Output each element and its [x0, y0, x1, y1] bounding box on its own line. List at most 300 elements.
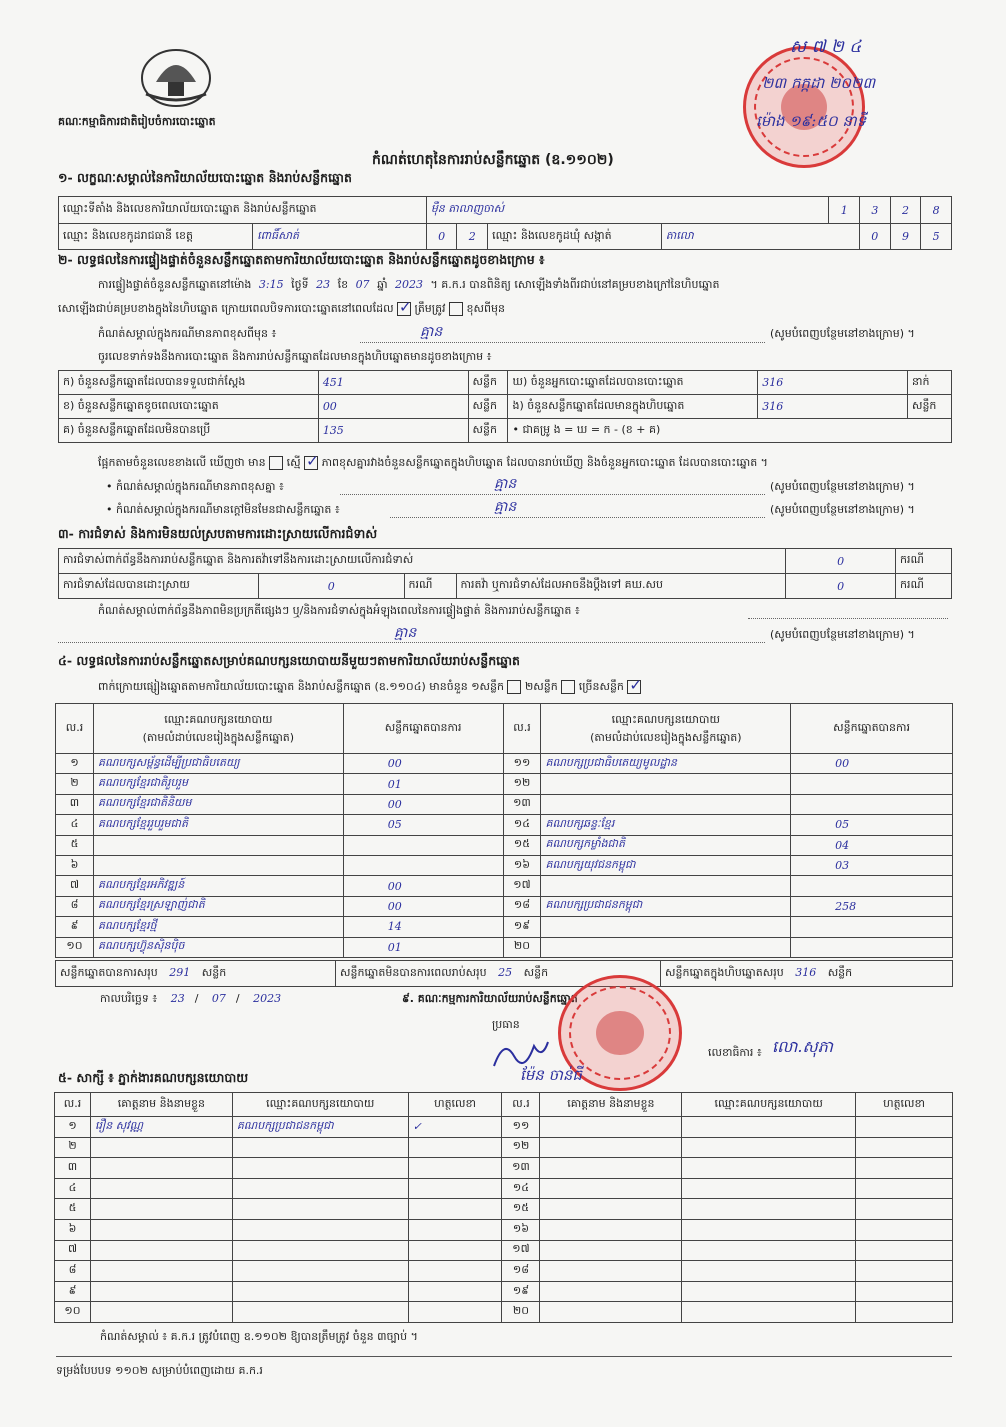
date-line: កាលបរិច្ឆេទ ៖ 23 / 07 / 2023	[100, 992, 291, 1008]
witness-party	[682, 1199, 856, 1220]
party-name: គណបក្សខ្មែរជាតិនិយម	[93, 794, 343, 814]
result-diff-label: ភាពខុសគ្នារវាងចំនួនសន្លឹកឆ្នោតក្នុងហិបឆ្នោត ដែលបានរាប់ឃើញ និងចំនួនអ្នកបោះឆ្នោត ដែលបានបោះឆ្នោត ។	[321, 456, 768, 469]
witness-party	[232, 1199, 408, 1220]
witness-party	[682, 1261, 856, 1282]
stamp-note-2: ២៣ កក្កដា ២០២៣	[762, 74, 876, 92]
verify-day: 23	[316, 278, 331, 291]
witness-no: ១៤	[502, 1178, 540, 1199]
witness-signature	[408, 1302, 502, 1323]
party-name: គណបក្សសម្ព័ន្ធដើម្បីប្រជាធិបតេយ្យ	[93, 754, 343, 774]
form-title: កំណត់ហេតុនៃការរាប់សន្លឹកឆ្នោត (ឧ.១១០២)	[372, 152, 614, 168]
witness-name	[540, 1281, 682, 1302]
witness-name	[90, 1199, 232, 1220]
party-no: ១២	[503, 774, 541, 794]
party-name	[93, 835, 343, 855]
note1-label: កំណត់សម្គាល់ក្នុងករណីមានភាពខុសពីមុន ៖	[98, 327, 277, 340]
tally-many-checkbox[interactable]	[627, 680, 641, 694]
witness-no: ១៧	[502, 1240, 540, 1261]
appeal-unit: ករណី	[896, 574, 952, 599]
party-votes	[791, 774, 953, 794]
section3-note-rule	[748, 618, 948, 619]
stamp-note-3: ម៉ោង ១៩:៥០ នាទី	[756, 112, 867, 130]
witness-signature	[408, 1158, 502, 1179]
count-label: ង) ចំនួនសន្លឹកឆ្នោតដែលមានក្នុងហិបឆ្នោត	[508, 395, 758, 419]
witness-row	[55, 1219, 953, 1240]
witness-party	[682, 1302, 856, 1323]
count-row	[59, 371, 952, 395]
footnote: កំណត់សម្គាល់ ៖ គ.ក.រ ត្រូវបំពេញ ឧ.១១០២ ឱ្យបានត្រឹមត្រូវ ចំនួន ៣ច្បាប់ ។	[100, 1330, 418, 1343]
seal-ok-checkbox[interactable]	[397, 302, 411, 316]
seal-line	[58, 302, 505, 318]
witness-row	[55, 1281, 953, 1302]
party-votes	[791, 876, 953, 896]
resolved-value: 0	[258, 574, 404, 599]
col-no: ល.រ	[56, 704, 94, 754]
witness-signature	[408, 1219, 502, 1240]
witness-name	[540, 1137, 682, 1158]
tally-2-label: ២សន្លឹក	[524, 680, 558, 693]
seal-text: សោឡើងជាប់គម្របខាងក្នុងនៃហិបឆ្នោត ក្រោយពេលបិទការបោះឆ្នោតនៅពេលដែល	[58, 302, 394, 315]
party-no: ១៨	[503, 896, 541, 916]
witness-name	[90, 1219, 232, 1240]
party-no: ១៦	[503, 855, 541, 875]
witness-name	[540, 1199, 682, 1220]
witness-row	[55, 1302, 953, 1323]
count-value: 451	[318, 371, 468, 395]
witness-no: ៨	[55, 1261, 91, 1282]
witness-name	[90, 1261, 232, 1282]
commune-code: 5	[921, 224, 952, 250]
result-diff-checkbox[interactable]	[304, 456, 318, 470]
witness-no: ១	[55, 1117, 91, 1138]
party-name: គណបក្សឆន្ទៈខ្មែរ	[541, 815, 791, 835]
witness-no: ៩	[55, 1281, 91, 1302]
count-unit: សន្លឹក	[468, 395, 508, 419]
verify-line	[98, 278, 719, 294]
party-votes: 258	[791, 896, 953, 916]
party-votes: 01	[343, 937, 503, 957]
party-votes	[791, 917, 953, 937]
col-no: ល.រ	[503, 704, 541, 754]
appeal-label: ការតវ៉ា ឬការជំទាស់ដែលអាចនឹងប្តឹងទៅ គឃ.សប	[456, 574, 786, 599]
org-line: គណៈកម្មាធិការជាតិរៀបចំការបោះឆ្នោត	[58, 115, 216, 128]
witness-party	[232, 1240, 408, 1261]
col-party	[93, 704, 343, 754]
witness-row	[55, 1199, 953, 1220]
party-name	[93, 855, 343, 875]
count-unit: សន្លឹក	[468, 371, 508, 395]
counts-intro: ចូរលេខទាក់ទងនឹងការបោះឆ្នោត និងការរាប់សន្លឹកឆ្នោតដែលមានក្នុងហិបឆ្នោតមានដូចខាងក្រោម ៖	[98, 350, 492, 363]
witness-signature	[856, 1219, 953, 1240]
date-year: 2023	[253, 992, 282, 1005]
witness-name	[90, 1137, 232, 1158]
party-name: គណបក្សប្រជាធិបតេយ្យមូលដ្ឋាន	[541, 754, 791, 774]
verify-year: 2023	[395, 278, 424, 291]
tally-sheet-line	[98, 680, 641, 696]
count-row	[59, 419, 952, 443]
witness-signature	[856, 1178, 953, 1199]
location-label: ឈ្មោះទីតាំង និងលេខការិយាល័យបោះឆ្នោត និងរាប់សន្លឹកឆ្នោត	[59, 197, 427, 224]
objection-unit: ករណី	[896, 549, 952, 574]
witness-row	[55, 1178, 953, 1199]
section5-heading: ៥- សាក្សី ៖ ភ្នាក់ងារគណបក្សនយោបាយ	[58, 1070, 249, 1085]
location-value: ម៉ឺន តាលាញចាស់	[426, 197, 829, 224]
witness-table	[54, 1092, 953, 1323]
witness-party	[682, 1281, 856, 1302]
bullet2-rule	[390, 517, 765, 518]
party-name: គណបក្សប្រជាជនកម្ពុជា	[541, 896, 791, 916]
verify-month-label: ខែ	[337, 278, 349, 291]
witness-signature	[856, 1158, 953, 1179]
total-valid-unit: សន្លឹក	[201, 965, 227, 979]
secretary-name: លោ.សុភា	[772, 1037, 833, 1056]
verify-suffix: ។ គ.ក.រ បានពិនិត្យ សោឡើងទាំងពីរជាប់នៅគម្របខាងក្រៅនៃហិបឆ្នោត	[430, 278, 720, 291]
party-votes: 00	[791, 754, 953, 774]
official-stamp-top	[743, 46, 865, 168]
party-no: ២០	[503, 937, 541, 957]
count-unit: សន្លឹក	[468, 419, 508, 443]
witness-no: ១៨	[502, 1261, 540, 1282]
total-valid-value: 291	[169, 965, 191, 979]
party-name	[541, 917, 791, 937]
party-votes: 05	[791, 815, 953, 835]
party-row	[56, 815, 953, 835]
appeal-value: 0	[786, 574, 896, 599]
location-digit: 1	[829, 197, 860, 224]
witness-party	[232, 1302, 408, 1323]
chief-name: ម៉ែន ចាន់ធី	[520, 1066, 582, 1084]
witness-signature	[408, 1199, 502, 1220]
province-label: ឈ្មោះ និងលេខកូដរាជធានី ខេត្ត	[59, 224, 253, 250]
col-votes: សន្លឹកឆ្នោតបានការ	[791, 704, 953, 754]
witness-rows	[55, 1117, 953, 1323]
party-no: ១៣	[503, 794, 541, 814]
party-no: ២	[56, 774, 94, 794]
count-label: ឃ) ចំនួនអ្នកបោះឆ្នោតដែលបានបោះឆ្នោត	[508, 371, 758, 395]
count-label: ក) ចំនួនសន្លឹកឆ្នោតដែលបានទទួលជាក់ស្តែង	[59, 371, 319, 395]
total-valid-label: សន្លឹកឆ្នោតបានការសរុប	[60, 965, 158, 979]
party-name	[541, 937, 791, 957]
party-no: ១៤	[503, 815, 541, 835]
witness-name	[540, 1302, 682, 1323]
nec-emblem-icon	[138, 42, 214, 108]
party-name: គណបក្សខ្មែរថ្មី	[93, 917, 343, 937]
witness-name: រឿន សុវណ្ណ	[90, 1117, 232, 1138]
total-invalid-unit: សន្លឹក	[523, 965, 549, 979]
section3-note-label: កំណត់សម្គាល់ពាក់ព័ន្ធនឹងភាពមិនប្រក្រតីផ្សេងៗ ឬ/និងការជំទាស់ក្នុងអំឡុងពេលនៃការផ្ទៀងផ្ទាត់ និងការរាប់សន្លឹកឆ្នោត ៖	[98, 604, 580, 617]
witness-row	[55, 1158, 953, 1179]
result-text: ផ្អែកតាមចំនួនលេខខាងលើ ឃើញថា មាន	[98, 456, 266, 469]
totals-table	[55, 960, 953, 987]
verify-day-label: ថ្ងៃទី	[291, 278, 309, 291]
party-row	[56, 774, 953, 794]
witness-signature	[856, 1240, 953, 1261]
bullet1-value: គ្មាន	[494, 476, 517, 492]
witness-name	[90, 1158, 232, 1179]
count-unit: សន្លឹក	[907, 395, 951, 419]
witness-name	[90, 1240, 232, 1261]
formula-label: • ជាគម្រូ ង = ឃ = ក - (ខ + គ)	[508, 419, 952, 443]
witness-row	[55, 1240, 953, 1261]
party-no: ១៥	[503, 835, 541, 855]
party-row	[56, 937, 953, 957]
party-votes: 05	[343, 815, 503, 835]
witness-name	[540, 1240, 682, 1261]
witness-signature	[856, 1302, 953, 1323]
note1-value: គ្មាន	[420, 324, 443, 340]
witness-no: ២	[55, 1137, 91, 1158]
party-row	[56, 754, 953, 774]
section3-heading: ៣- ការជំទាស់ និងការមិនយល់ស្របតាមការដោះស្រាយលើការជំទាស់	[58, 526, 378, 541]
witness-signature	[408, 1240, 502, 1261]
footer-divider	[56, 1356, 952, 1357]
witness-no: ២០	[502, 1302, 540, 1323]
province-code: 0	[426, 224, 457, 250]
province-table	[58, 223, 952, 250]
party-name: គណបក្សខ្មែរជាតិរួបរួម	[93, 774, 343, 794]
location-digit: 3	[860, 197, 891, 224]
party-votes: 14	[343, 917, 503, 937]
witness-row	[55, 1261, 953, 1282]
witness-party	[232, 1178, 408, 1199]
w-col-sig: ហត្ថលេខា	[856, 1093, 953, 1117]
verify-time: 3:15	[258, 278, 284, 291]
w-col-party: ឈ្មោះគណបក្សនយោបាយ	[232, 1093, 408, 1117]
note1-hint: (សូមបំពេញបន្ថែមនៅខាងក្រោម) ។	[770, 327, 915, 340]
count-value: 00	[318, 395, 468, 419]
w-col-no: ល.រ	[55, 1093, 91, 1117]
total-box-value: 316	[795, 965, 817, 979]
province-value: ពោធិ៍សាត់	[253, 224, 427, 250]
col-party-title: ឈ្មោះគណបក្សនយោបាយ	[164, 712, 273, 726]
count-row	[59, 395, 952, 419]
party-name: គណបក្សខ្មែររួបរួមជាតិ	[93, 815, 343, 835]
party-name: គណបក្សកម្លាំងជាតិ	[541, 835, 791, 855]
location-digit: 2	[890, 197, 921, 224]
objection-value: 0	[786, 549, 896, 574]
party-no: ៤	[56, 815, 94, 835]
party-name: គណបក្សហ៊្វុនស៊ិនប៉ិច	[93, 937, 343, 957]
date-month: 07	[211, 992, 226, 1005]
tally-1-checkbox[interactable]	[507, 680, 521, 694]
party-no: ១៧	[503, 876, 541, 896]
w-col-party: ឈ្មោះគណបក្សនយោបាយ	[682, 1093, 856, 1117]
witness-signature	[856, 1117, 953, 1138]
party-no: ១៩	[503, 917, 541, 937]
section4-heading: ៤- លទ្ធផលនៃការរាប់សន្លឹកឆ្នោតសម្រាប់គណបក្សនយោបាយនីមួយៗតាមការិយាល័យរាប់សន្លឹកឆ្នោត	[58, 653, 520, 668]
witness-no: ៤	[55, 1178, 91, 1199]
witness-signature	[408, 1137, 502, 1158]
witness-party	[682, 1240, 856, 1261]
commune-value: តាលោ	[661, 224, 859, 250]
total-valid-cell	[56, 961, 336, 987]
bullet1-label: • កំណត់សម្គាល់ក្នុងករណីមានភាពខុសគ្នា ៖	[106, 480, 284, 493]
section2-heading: ២- លទ្ធផលនៃការផ្ទៀងផ្ទាត់ចំនួនសន្លឹកឆ្នោតតាមការិយាល័យបោះឆ្នោត និងរាប់សន្លឹកឆ្នោតដូចខាងក្រោម ៖	[58, 252, 545, 267]
party-name: គណបក្សខ្មែរស្រឡាញ់ជាតិ	[93, 896, 343, 916]
party-votes: 00	[343, 876, 503, 896]
witness-no: ៣	[55, 1158, 91, 1179]
col-party	[541, 704, 791, 754]
witness-name	[90, 1302, 232, 1323]
party-votes	[791, 794, 953, 814]
location-table	[58, 196, 952, 224]
witness-no: ១១	[502, 1117, 540, 1138]
seal-ok-label: ត្រឹមត្រូវ	[414, 302, 446, 315]
verify-time-label: ការផ្ទៀងផ្ទាត់ចំនួនសន្លឹកឆ្នោតនៅម៉ោង	[98, 278, 252, 291]
w-col-name: គោត្តនាម និងនាមខ្លួន	[90, 1093, 232, 1117]
bullet1-hint: (សូមបំពេញបន្ថែមនៅខាងក្រោម) ។	[770, 480, 915, 493]
witness-signature	[408, 1178, 502, 1199]
count-value: 316	[758, 395, 908, 419]
witness-signature	[856, 1281, 953, 1302]
witness-name	[540, 1117, 682, 1138]
tally-sheet-text: ពាក់ក្រោយផ្សៀងឆ្នោតតាមការិយាល័យបោះឆ្នោត និងរាប់សន្លឹកឆ្នោត (ឧ.១១០៤) មានចំនួន ១សន្លឹក	[98, 680, 504, 693]
party-no: ៥	[56, 835, 94, 855]
witness-party	[682, 1158, 856, 1179]
total-box-label: សន្លឹកឆ្នោតក្នុងហិបឆ្នោតសរុប	[665, 965, 784, 979]
section3-note-value: គ្មាន	[394, 625, 417, 641]
party-votes: 03	[791, 855, 953, 875]
witness-row	[55, 1117, 953, 1138]
witness-party	[232, 1281, 408, 1302]
party-votes	[791, 937, 953, 957]
total-invalid-value: 25	[498, 965, 513, 979]
party-row	[56, 896, 953, 916]
witness-party: គណបក្សប្រជាជនកម្ពុជា	[232, 1117, 408, 1138]
total-box-cell	[661, 961, 953, 987]
party-votes: 01	[343, 774, 503, 794]
result-line	[98, 456, 768, 472]
w-col-sig: ហត្ថលេខា	[408, 1093, 502, 1117]
verify-year-label: ឆ្នាំ	[377, 278, 388, 291]
party-votes: 04	[791, 835, 953, 855]
party-no: ១១	[503, 754, 541, 774]
seal-bad-checkbox[interactable]	[449, 302, 463, 316]
date-label: កាលបរិច្ឆេទ ៖	[100, 992, 158, 1005]
witness-party	[232, 1261, 408, 1282]
commission-label: ៩. គណៈកម្មការការិយាល័យរាប់សន្លឹកឆ្នោត	[402, 992, 578, 1005]
total-invalid-label: សន្លឹកឆ្នោតមិនបានការពេលរាប់សរុប	[340, 965, 487, 979]
count-unit: នាក់	[907, 371, 951, 395]
witness-party	[682, 1219, 856, 1240]
party-row	[56, 855, 953, 875]
party-votes	[343, 835, 503, 855]
w-col-no: ល.រ	[502, 1093, 540, 1117]
resolved-label: ការជំទាស់ដែលបានដោះស្រាយ	[59, 574, 259, 599]
tally-many-label: ច្រើនសន្លឹក	[578, 680, 624, 693]
party-no: ៩	[56, 917, 94, 937]
witness-row	[55, 1137, 953, 1158]
witness-signature	[856, 1261, 953, 1282]
footer-text: ទម្រង់បែបបទ ១១០២ សម្រាប់បំពេញដោយ គ.ក.រ	[56, 1364, 263, 1377]
seal-bad-label: ខុសពីមុន	[466, 302, 505, 315]
section1-heading: ១- លក្ខណៈសម្គាល់នៃការិយាល័យបោះឆ្នោត និងរាប់សន្លឹកឆ្នោត	[58, 170, 352, 185]
tally-2-checkbox[interactable]	[561, 680, 575, 694]
party-rows	[56, 754, 953, 958]
party-results-table	[55, 703, 953, 958]
witness-party	[232, 1219, 408, 1240]
secretary-label: លេខាធិការ ៖	[708, 1046, 762, 1059]
witness-party	[682, 1137, 856, 1158]
party-row	[56, 917, 953, 937]
party-no: ១	[56, 754, 94, 774]
witness-no: ១៥	[502, 1199, 540, 1220]
party-votes: 00	[343, 896, 503, 916]
count-value: 316	[758, 371, 908, 395]
witness-signature: ✓	[408, 1117, 502, 1138]
w-col-name: គោត្តនាម និងនាមខ្លួន	[540, 1093, 682, 1117]
party-name: គណបក្សខ្មែរអភិវឌ្ឍន៍	[93, 876, 343, 896]
objection-label: ការជំទាស់ពាក់ព័ន្ធនឹងការរាប់សន្លឹកឆ្នោត និងការតវ៉ាទៅនឹងការដោះស្រាយលើការជំទាស់	[59, 549, 786, 574]
party-no: ៣	[56, 794, 94, 814]
result-equal-label: ស្មើ	[286, 456, 301, 469]
witness-party	[682, 1178, 856, 1199]
witness-signature	[856, 1199, 953, 1220]
party-no: ៨	[56, 896, 94, 916]
witness-no: ៦	[55, 1219, 91, 1240]
party-row	[56, 835, 953, 855]
col-party-title: ឈ្មោះគណបក្សនយោបាយ	[611, 712, 720, 726]
party-row	[56, 876, 953, 896]
party-votes	[343, 855, 503, 875]
witness-no: ១៣	[502, 1158, 540, 1179]
party-votes: 00	[343, 794, 503, 814]
party-name: គណបក្សយុវជនកម្ពុជា	[541, 855, 791, 875]
bullet2-label: • កំណត់សម្គាល់ក្នុងករណីមានក្ដៅមិនមែនជាសន្លឹកឆ្នោត ៖	[106, 503, 340, 516]
party-no: ៦	[56, 855, 94, 875]
witness-signature	[408, 1261, 502, 1282]
col-party-sub: (តាមលំដាប់លេខរៀងក្នុងសន្លឹកឆ្នោត)	[142, 730, 295, 744]
party-no: ៧	[56, 876, 94, 896]
objections-table	[58, 548, 952, 599]
witness-name	[540, 1178, 682, 1199]
chief-signature-icon	[490, 1036, 550, 1072]
witness-no: ១៦	[502, 1219, 540, 1240]
location-digit: 8	[921, 197, 952, 224]
chief-label: ប្រធាន	[492, 1018, 520, 1031]
witness-party	[232, 1137, 408, 1158]
result-equal-checkbox[interactable]	[269, 456, 283, 470]
col-party-sub: (តាមលំដាប់លេខរៀងក្នុងសន្លឹកឆ្នោត)	[590, 730, 742, 744]
province-code: 2	[457, 224, 488, 250]
bullet2-value: គ្មាន	[494, 499, 517, 515]
party-votes: 00	[343, 754, 503, 774]
verify-month: 07	[355, 278, 370, 291]
witness-name	[90, 1281, 232, 1302]
witness-name	[90, 1178, 232, 1199]
witness-name	[540, 1261, 682, 1282]
bullet1-rule	[340, 494, 765, 495]
col-votes: សន្លឹកឆ្នោតបានការ	[343, 704, 503, 754]
resolved-unit: ករណី	[404, 574, 456, 599]
party-name	[541, 774, 791, 794]
party-name	[541, 794, 791, 814]
stamp-note-1: ស ៧ ២ ៤	[790, 37, 862, 57]
count-label: ខ) ចំនួនសន្លឹកឆ្នោតខូចពេលបោះឆ្នោត	[59, 395, 319, 419]
witness-no: ៥	[55, 1199, 91, 1220]
commune-label: ឈ្មោះ និងលេខកូដឃុំ សង្កាត់	[488, 224, 662, 250]
witness-signature	[856, 1137, 953, 1158]
ballot-counts-table	[58, 370, 952, 443]
date-day: 23	[170, 992, 185, 1005]
section3-note-hint: (សូមបំពេញបន្ថែមនៅខាងក្រោម) ។	[770, 628, 915, 641]
witness-party	[232, 1158, 408, 1179]
party-row	[56, 794, 953, 814]
total-box-unit: សន្លឹក	[827, 965, 853, 979]
count-value: 135	[318, 419, 468, 443]
commune-code: 0	[859, 224, 890, 250]
witness-name	[540, 1219, 682, 1240]
